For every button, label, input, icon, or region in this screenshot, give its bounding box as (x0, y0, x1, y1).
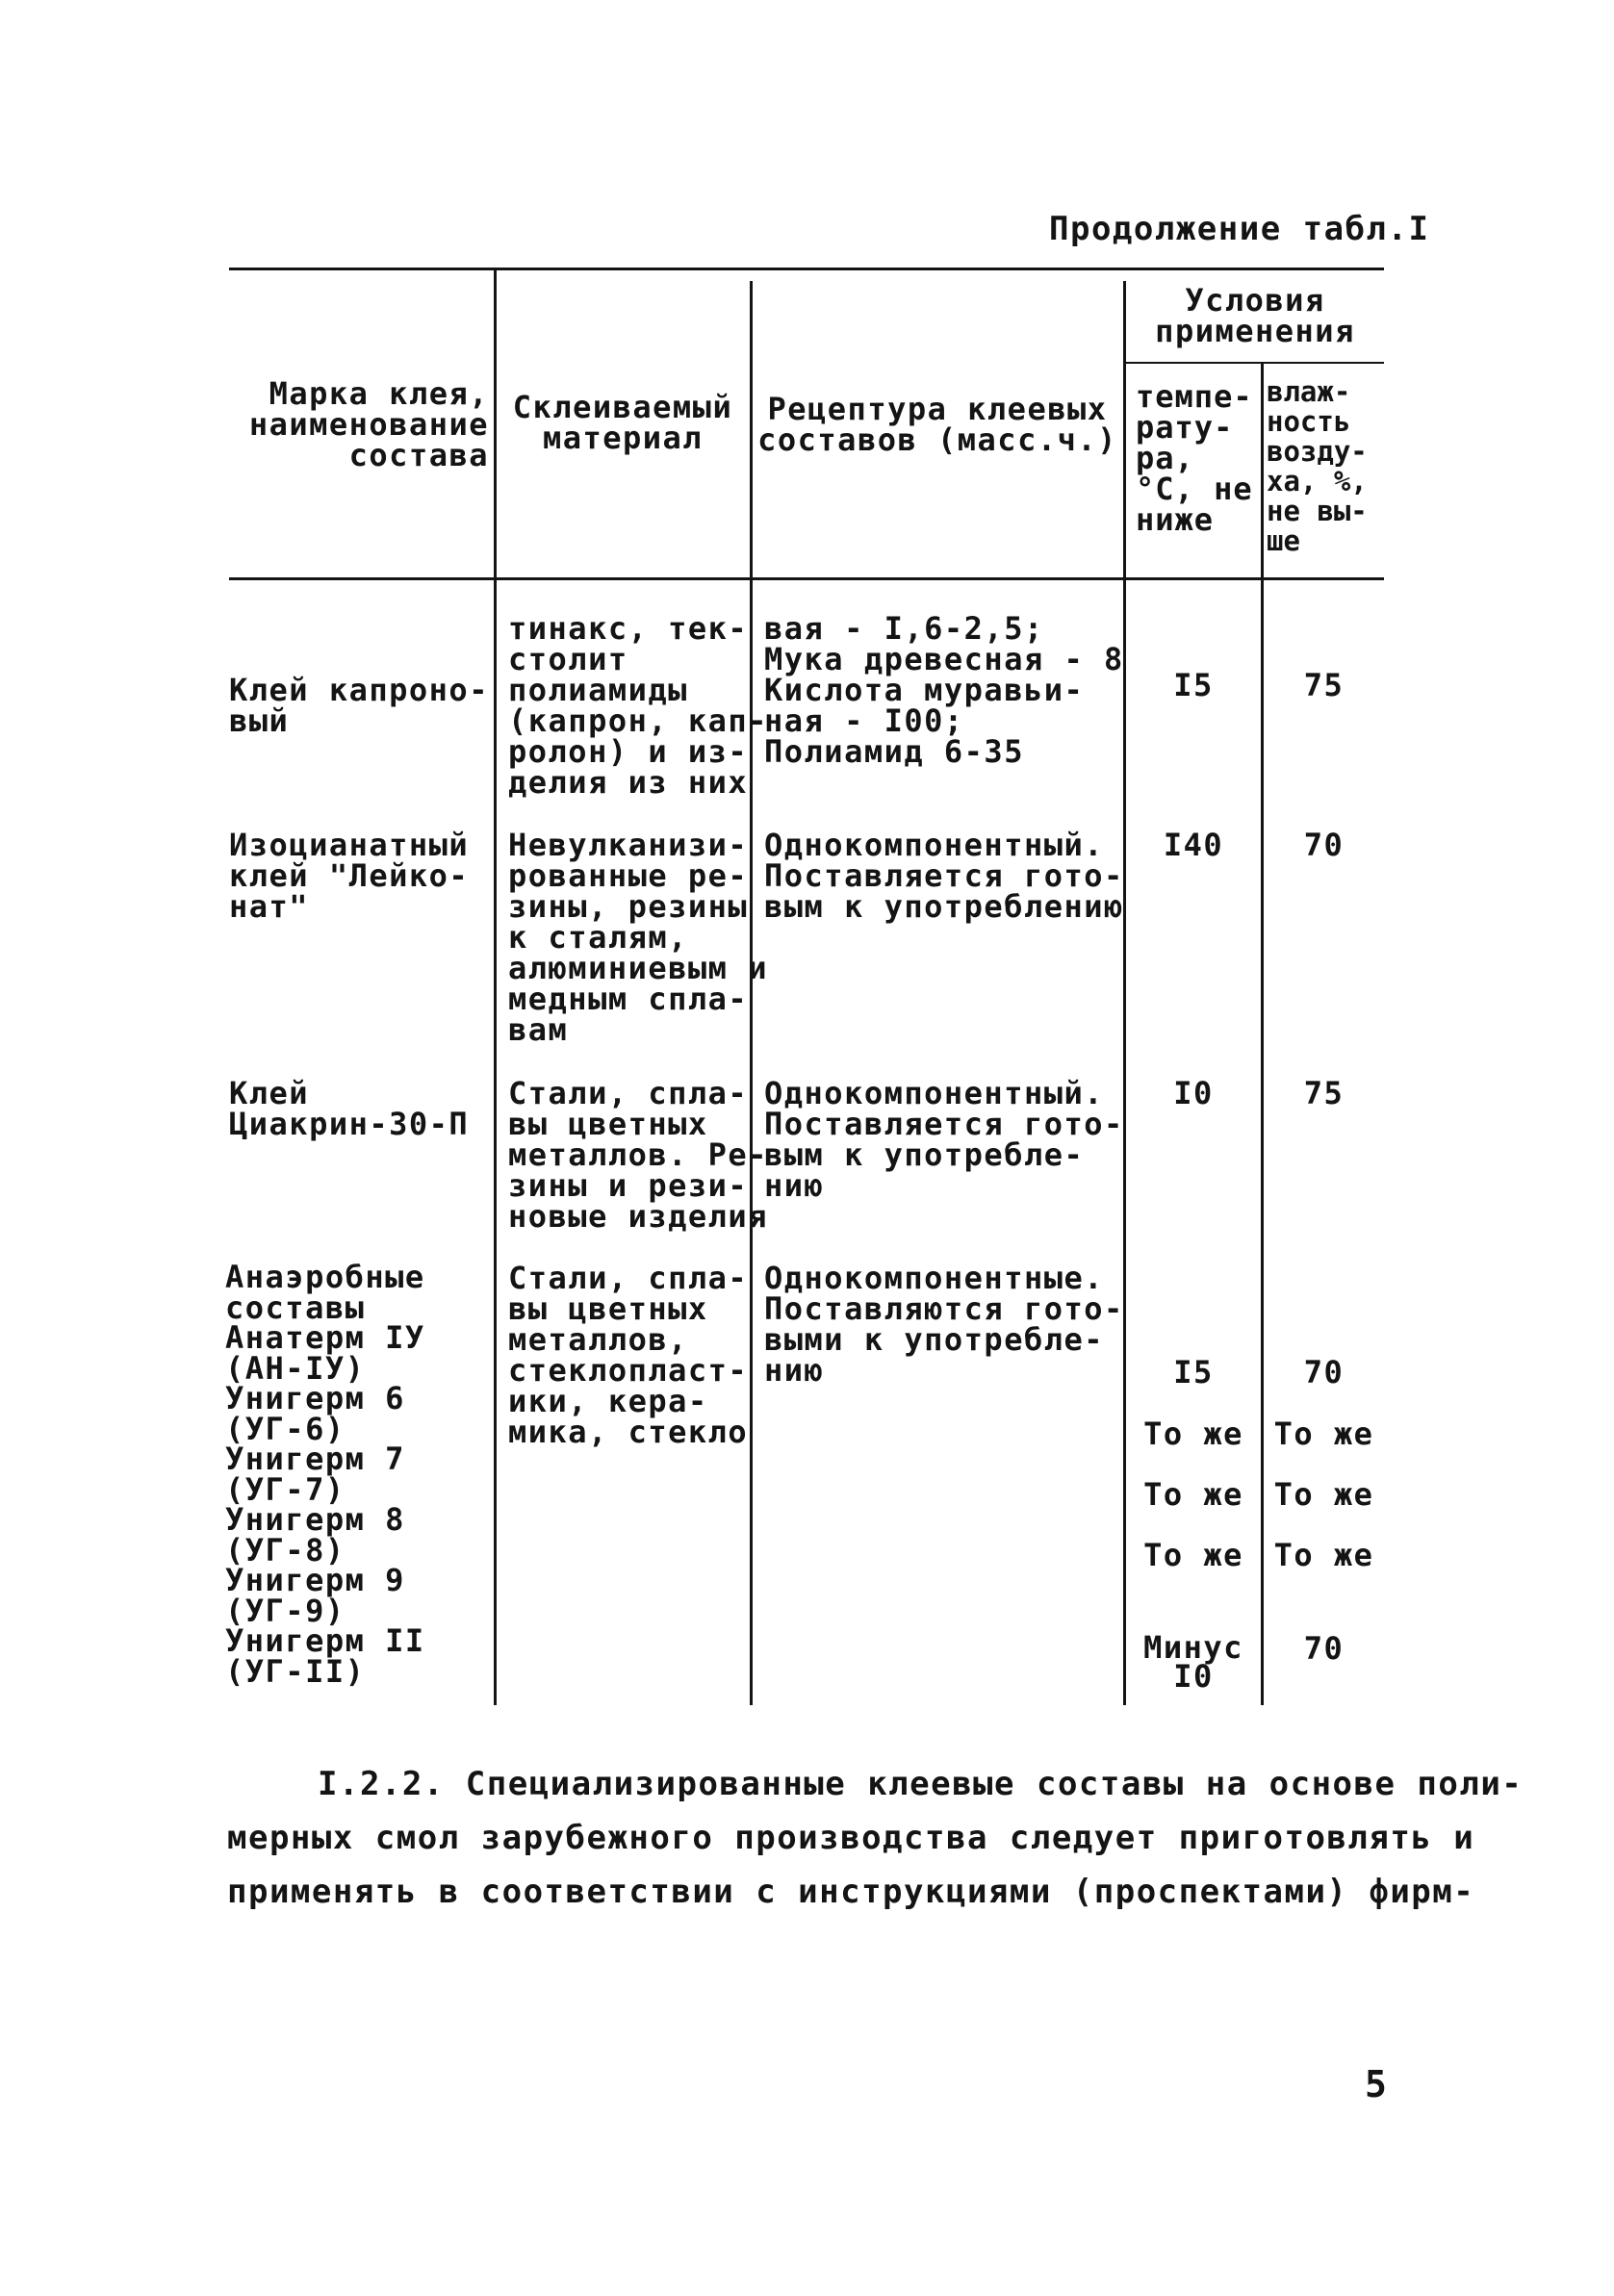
cell-brand: Клей капроно- вый (229, 672, 489, 739)
header-humidity: влаж- ность возду- ха, %, не вы- ше (1267, 375, 1368, 557)
header-conditions: Условия применения (1155, 282, 1355, 349)
cell-temperature: I0 (1173, 1075, 1214, 1111)
cell-humidity: 75 (1303, 667, 1345, 703)
cell-recipe: вая - I,6-2,5; Мука древесная - 8 Кислота муравьи- ная - I00; Полиамид 6-35 (764, 610, 1124, 770)
header-brand: Марка клея, наименование состава (248, 375, 489, 473)
cell-temperature: То же (1143, 1416, 1243, 1452)
column-divider-1 (494, 269, 497, 1705)
cell-humidity: 70 (1303, 1354, 1345, 1390)
cell-humidity: 75 (1303, 1075, 1345, 1111)
cell-material: Невулканизи- рованные ре- зины, резины к сталям, алюминиевым и медным спла- вам (508, 827, 768, 1048)
cell-temperature: I40 (1163, 827, 1224, 863)
cell-material: Стали, спла- вы цветных металлов, стеклопласт- ики, кера- мика, стекло (508, 1260, 749, 1450)
cell-humidity: То же (1273, 1537, 1374, 1573)
cell-temperature: Минус I0 (1143, 1629, 1243, 1695)
cell-humidity: То же (1273, 1476, 1374, 1513)
conditions-sub-rule (1126, 362, 1384, 364)
cell-material: Стали, спла- вы цветных металлов. Ре- зины и рези- новые изделия (508, 1075, 768, 1235)
cell-temperature: То же (1143, 1476, 1243, 1513)
paragraph-line-1: I.2.2. Специализированные клеевые составы на основе поли- (318, 1765, 1524, 1803)
cell-recipe: Однокомпонентные. Поставляются гото- выми к употребле- нию (764, 1260, 1124, 1389)
paragraph-line-3: применять в соответствии с инструкциями (проспектами) фирм- (227, 1873, 1475, 1911)
cell-recipe: Однокомпонентный. Поставляется гото- вым к употребле- нию (764, 1075, 1124, 1204)
page-number: 5 (1365, 2063, 1389, 2105)
cell-temperature: I5 (1173, 1354, 1214, 1390)
cell-material: тинакс, тек- столит полиамиды (капрон, кап- ролон) и из- делия из них (508, 610, 768, 801)
cell-brand: Клей Циакрин-30-П (229, 1075, 470, 1142)
header-bottom-rule (229, 577, 1384, 580)
cell-recipe: Однокомпонентный. Поставляется гото- вым к употреблению (764, 827, 1124, 925)
cell-temperature: То же (1143, 1537, 1243, 1573)
paragraph-line-2: мерных смол зарубежного производства следует приготовлять и (227, 1819, 1475, 1857)
cell-brand: Изоцианатный клей "Лейко- нат" (229, 827, 470, 925)
table-top-rule (229, 268, 1384, 270)
cell-humidity: То же (1273, 1416, 1374, 1452)
header-material: Склеиваемый материал (512, 389, 733, 456)
cell-temperature: I5 (1173, 667, 1214, 703)
header-temperature: темпе- рату- ра, °С, не ниже (1136, 378, 1253, 538)
cell-humidity: 70 (1303, 827, 1345, 863)
header-recipe: Рецептура клеевых составов (масс.ч.) (757, 391, 1117, 458)
continuation-label: Продолжение табл.I (1049, 210, 1430, 248)
cell-brand: Анаэробные составы Анатерм IУ (АН-IУ) Унигерм 6 (УГ-6) Унигерм 7 (УГ-7) Унигерм 8 (УГ-8) Унигерм 9 (УГ-9) Унигерм II (УГ-II) (225, 1259, 425, 1690)
cell-humidity: 70 (1303, 1630, 1345, 1667)
